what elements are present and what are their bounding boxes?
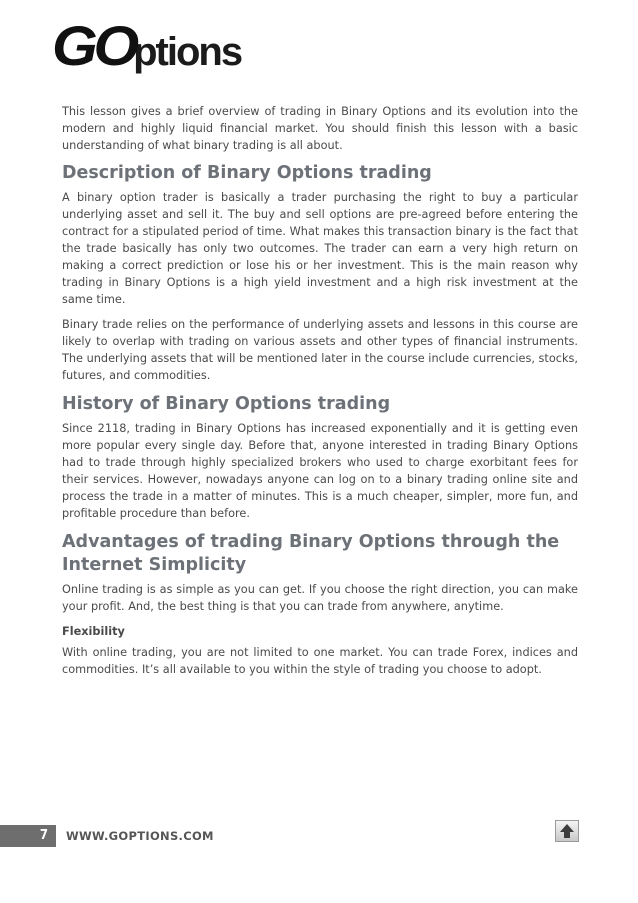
lesson-content xyxy=(62,103,578,686)
intro-paragraph: This lesson gives a brief overview of trading in Binary Options and its evolution into the modern and highly liquid financial market. You should finish this lesson with a basic understanding of what binary trading is all about. xyxy=(62,105,578,152)
page-number: 7 xyxy=(0,825,56,847)
advantages-paragraph: Online trading is as simple as you can get. If you choose the right direction, you can make your profit. And, the best thing is that you can trade from anywhere, anytime. xyxy=(62,583,578,613)
description-heading: Description of Binary Options trading xyxy=(62,163,432,183)
description-paragraph-1: A binary option trader is basically a trader purchasing the right to buy a particular underlying asset and sell it. The buy and sell options are pre-agreed before entering the contract for a stipulated period of time. What makes this transaction binary is the fact that the trade basically has only two outcomes. The trader can earn a very high return on making a correct prediction or lose his or her investment. This is the main reason why trading in Binary Options is a high yield investment and a high risk investment at the same time. xyxy=(62,191,578,306)
logo-ptions: ptions xyxy=(133,30,242,74)
flexibility-paragraph: With online trading, you are not limited to one market. You can trade Forex, indices and commodities. It’s all available to you within the style of trading you choose to adopt. xyxy=(62,646,578,676)
goptions-logo xyxy=(52,14,242,77)
scroll-to-top-button[interactable] xyxy=(555,820,579,842)
flexibility-subheading: Flexibility xyxy=(62,625,125,638)
logo-go: GO xyxy=(52,14,136,77)
history-heading: History of Binary Options trading xyxy=(62,394,391,414)
arrow-up-icon xyxy=(556,821,578,841)
page-footer xyxy=(0,825,638,847)
history-paragraph: Since 2118, trading in Binary Options has increased exponentially and it is getting even more popular every single day. Before that, anyone interested in trading Binary Options had to trade through highly specialized brokers who used to charge exorbitant fees for their services. However, nowadays anyone can log on to a binary trading online site and process the trade in a matter of minutes. This is a much cheaper, simpler, more fun, and profitable procedure than before. xyxy=(62,422,578,520)
description-paragraph-2: Binary trade relies on the performance of underlying assets and lessons in this course are likely to overlap with trading on various assets and other types of financial instruments. The underlying assets that will be mentioned later in the course include currencies, stocks, futures, and commodities. xyxy=(62,318,578,382)
website-link[interactable]: WWW.GOPTIONS.COM xyxy=(66,829,214,843)
advantages-heading: Advantages of trading Binary Options through the Internet Simplicity xyxy=(62,532,560,575)
